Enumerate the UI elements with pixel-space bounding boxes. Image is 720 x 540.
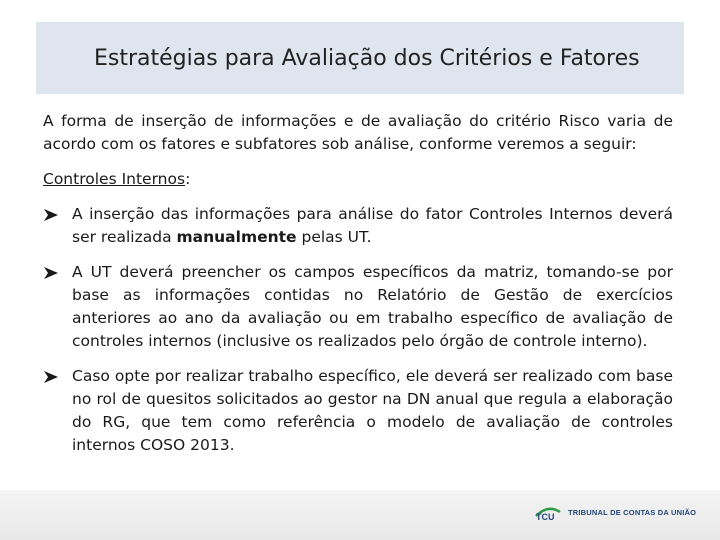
bullet-text-before: A inserção das informações para análise do fator Controles Internos deverá ser realizada [72,205,673,246]
arrow-bullet-icon [43,207,59,223]
logo-mark: TCU [536,512,555,522]
section-label: Controles Internos [43,170,186,188]
intro-paragraph: A forma de inserção de informações e de avaliação do critério Risco varia de acordo com os fatores e subfatores sob análise, conforme veremos a seguir: [43,112,673,153]
bullet-text-bold: manualmente [176,228,297,246]
section-colon: : [185,170,191,188]
arrow-bullet-icon [43,265,59,281]
slide-title: Estratégias para Avaliação dos Critérios e Fatores [94,46,640,71]
bullet-item [43,365,673,457]
slide-content [43,110,673,469]
bullet-text: Caso opte por realizar trabalho específico, ele deverá ser realizado com base no rol de quesitos solicitados ao gestor na DN anual que regula a elaboração do RG, que tem como referência o modelo de avaliação de controles internos COSO 2013. [72,367,673,454]
bullet-item [43,261,673,353]
bullet-text: A UT deverá preencher os campos específicos da matriz, tomando-se por base as informações contidas no Relatório de Gestão de exercícios anteriores ao ano da avaliação ou em trabalho específico de avaliação de controles internos (inclusive os realizados pelo órgão de controle interno). [72,263,673,350]
section-heading [43,168,673,191]
bullet-text-after: pelas UT. [296,228,372,246]
tcu-logo-icon [534,502,562,522]
title-bar [36,22,684,94]
bullet-item [43,203,673,249]
arrow-bullet-icon [43,369,59,385]
tcu-logo [534,502,696,522]
logo-text: TRIBUNAL DE CONTAS DA UNIÃO [568,507,697,517]
